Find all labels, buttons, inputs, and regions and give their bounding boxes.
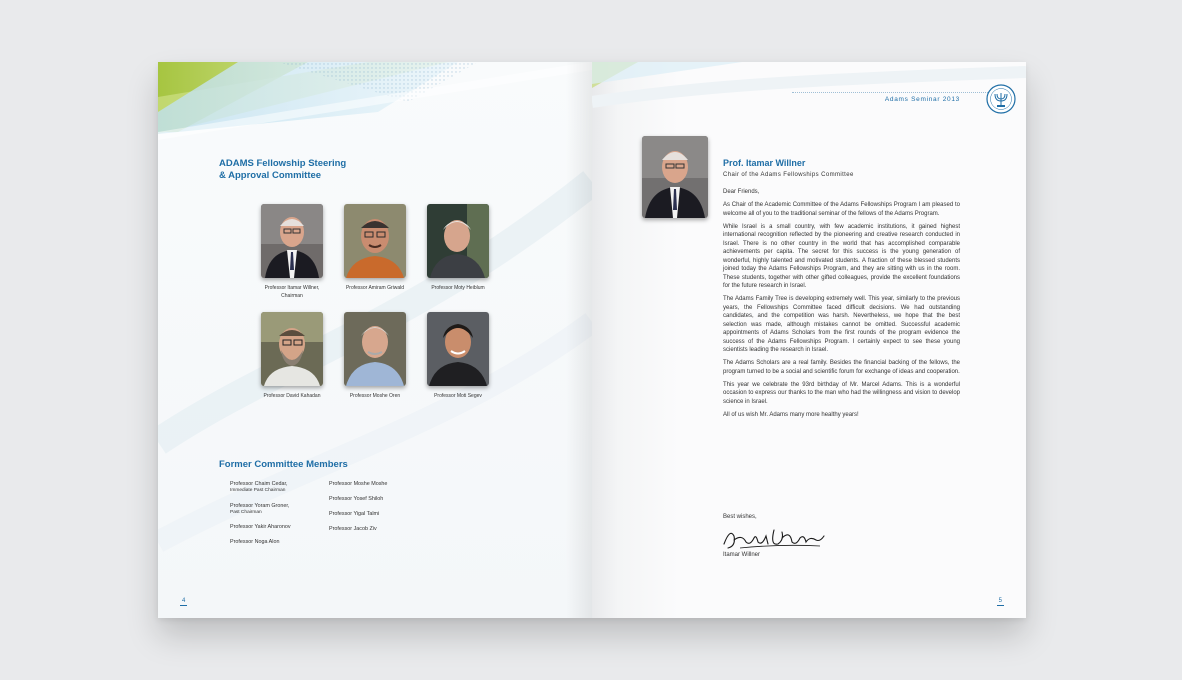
letter-signoff: Best wishes,: [723, 514, 757, 520]
letter-author-name: Prof. Itamar Willner: [723, 158, 806, 168]
member-photo-4: [261, 312, 323, 386]
letter-paragraph: As Chair of the Academic Committee of the Adams Fellowships Program I am pleased to welcome all of you to the traditional seminar of the fellows of the Adams Program.: [723, 202, 960, 217]
former-member-name: Professor Moshe Moshe: [329, 481, 388, 487]
former-members-heading: Former Committee Members: [219, 459, 348, 470]
steering-heading-line-1: ADAMS Fellowship Steering: [219, 158, 347, 169]
member-caption-2: [330, 284, 420, 292]
letter-paragraph: This year we celebrate the 93rd birthday of Mr. Marcel Adams. This is a wonderful occasion to express our thanks to the man who had the willingness and vision to develop science in Israel.: [723, 381, 960, 405]
decorative-header-graphic-right: [592, 62, 1026, 142]
header-rule: [792, 92, 994, 93]
left-page: [158, 62, 592, 618]
page-number-left: 4: [182, 598, 186, 604]
member-name: Professor Moshe Oren: [349, 393, 401, 399]
letter-paragraph: All of us wish Mr. Adams many more healthy years!: [723, 411, 859, 418]
member-name: Professor David Kahadan: [263, 393, 321, 399]
letter-body: [723, 188, 960, 424]
header-title: Adams Seminar 2013: [884, 96, 960, 103]
member-name: Professor Amiram Griwald: [345, 285, 405, 291]
member-caption-1: [247, 284, 337, 300]
letter-signer-name: Itamar Willner: [723, 552, 761, 558]
former-member-title: Immediate Past Chairman: [230, 488, 286, 493]
letter-paragraph: The Adams Family Tree is developing extremely well. This year, similarly to the previous years, the Fellowships Committee faced difficult decisions. We had outstanding candidates, and the competition was harsh. Nevertheless, we hope that the best selection was made, although mistakes cannot be omitted. Successful academic appointments of Adams Scholars from the first rounds of the program evidence the success of the Adams Fellowships Program. I certainly expect to see these young scientists leading the research in Israel.: [723, 296, 960, 353]
letter-paragraph: The Adams Scholars are a real family. Besides the financial backing of the fellows, the program turned to be a social and scientific forum for exchange of ideas and cooperation.: [723, 360, 960, 375]
page-number-right: 5: [998, 598, 1002, 604]
former-member: [230, 524, 291, 531]
former-member: [230, 481, 291, 495]
member-title: Chairman: [281, 293, 303, 299]
former-member-name: Professor Chaim Cedar,: [230, 481, 288, 487]
member-name: Professor Itamar Willner,: [264, 285, 320, 291]
former-member-name: Professor Yakir Aharonov: [230, 524, 291, 530]
former-member-name: Professor Noga Alon: [230, 539, 280, 545]
former-member-title: Past Chairman: [230, 509, 262, 515]
right-page: [592, 62, 1026, 618]
member-caption-6: [413, 392, 503, 400]
member-name: Professor Moti Segev: [434, 393, 482, 399]
member-photo-3: [427, 204, 489, 278]
steering-heading-line-2: & Approval Committee: [219, 170, 322, 181]
former-member: [230, 503, 291, 517]
letter-author-role: Chair of the Adams Fellowships Committee: [723, 172, 854, 178]
member-photo-6: [427, 312, 489, 386]
member-photo-2: [344, 204, 406, 278]
former-member-name: Professor Yosef Shiloh: [329, 496, 384, 502]
member-caption-4: [247, 392, 337, 400]
handwritten-signature: [720, 524, 830, 552]
member-photo-5: [344, 312, 406, 386]
member-photo-1: [261, 204, 323, 278]
former-member: [230, 539, 291, 546]
former-member-name: Professor Jacob Ziv: [329, 526, 377, 532]
chair-portrait: [642, 136, 708, 218]
member-caption-3: [413, 284, 503, 292]
former-member-name: Professor Yigal Talmi: [329, 511, 380, 517]
former-member-name: Professor Yoram Groner,: [230, 502, 290, 509]
member-caption-5: [330, 392, 420, 400]
menorah-logo-icon: [986, 84, 1016, 114]
steering-committee-heading: [219, 158, 346, 182]
letter-greeting: Dear Friends,: [723, 189, 760, 195]
member-name: Professor Moty Heiblum: [431, 285, 485, 291]
former-members-column-1: [230, 481, 291, 554]
letter-paragraph: While Israel is a small country, with few academic institutions, it gained highest international recognition reflected by the pioneering and creative research conducted in Israel. There is no other country in the world that has accomplished comparable achievements per capita. The secret for this success is the young generation of wonderful, highly talented and motivated students. A fraction of these blessed students joined today the Adams Fellowships Program, and they are sitting with us in the room. These students, together with other gifted colleagues, provide the excellent foundations for the future research in Israel.: [723, 223, 960, 289]
brochure-spread: [158, 62, 1026, 618]
former-members-column-2: [329, 481, 387, 541]
